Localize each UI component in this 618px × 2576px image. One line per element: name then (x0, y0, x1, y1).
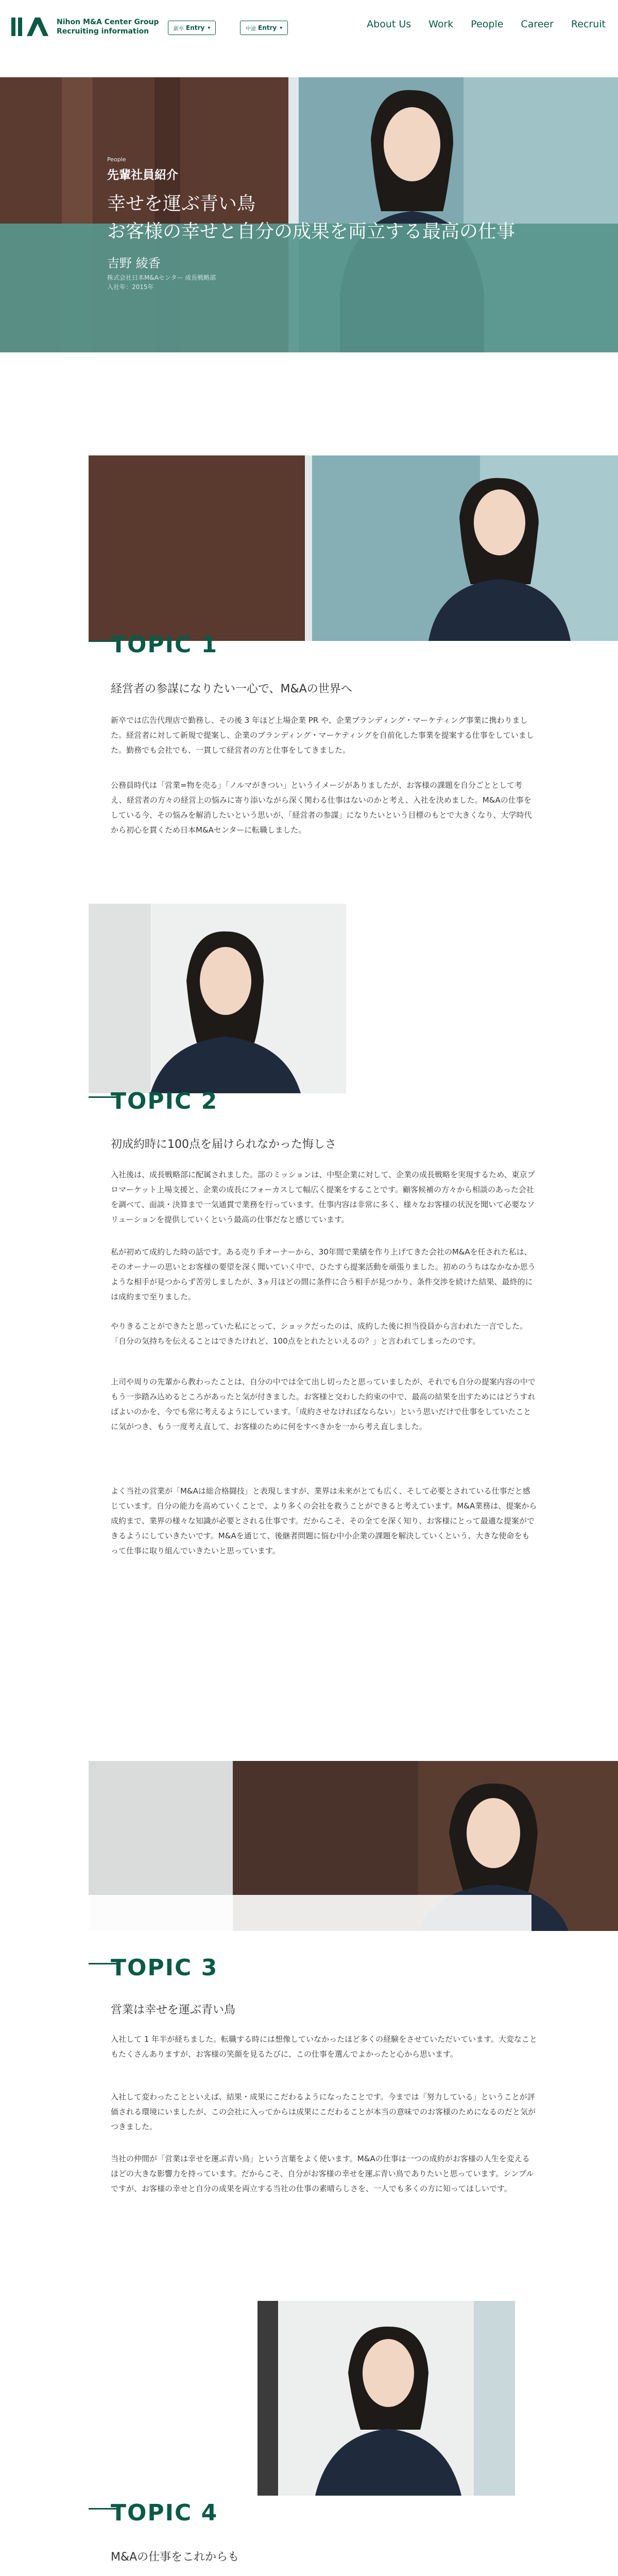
nav-about-us[interactable]: About Us (367, 19, 411, 30)
entry-new-small: 新卒 (174, 26, 184, 32)
page-title-line2: お客様の幸せと自分の成果を両立する最高の仕事 (107, 221, 516, 242)
topic3-sub: 営業は幸せを運ぶ青い鳥 (111, 2004, 236, 2016)
topic2-para4: 上司や周りの先輩から教わったことは、自分の中では全て出し切ったと思っていましたが、それでも自分の提案内容の中でもう一歩踏み込めるところがあったと気が付きました。お客様と交わした約束の中で、最高の結果を出すためにはどうすればよいのかを、今でも常に考えるようにしています。「成約させなければならない」という思いだけで仕事をしていたことに気がつき、もう一度考え直して、お客様のために何をすべきかを一から考え直しました。 (111, 1377, 536, 1431)
topic2-sub: 初成約時に100点を届けられなかった悔しさ (111, 1138, 336, 1151)
logo-text-line2: Recruiting information (57, 27, 149, 36)
nav-work[interactable]: Work (428, 19, 454, 30)
topic3-para1: 入社して 1 年半が経ちました。転職する時には想像していなかったほど多くの経験をさせていただいています。大変なこともたくさんありますが、お客様の笑顔を見るたびに、この仕事を選んでよかったと心から思います。 (111, 2035, 537, 2059)
hero-kicker: People (107, 156, 126, 163)
global-nav (349, 19, 606, 30)
site-header (0, 0, 618, 54)
topic1-para1: 新卒では広告代理店で勤務し、その後 3 年ほど上場企業 PR や、企業ブランディング・マーケティング事業に携わりました。経営者に対して新規で提案し、企業のブランディング・マーケティングを自前化した事業を提案する仕事をしていました。勤務でも会社でも、一貫して経営者の方と仕事をしてきました。 (111, 716, 534, 755)
employee-name: 吉野 綾香 (107, 256, 161, 270)
entry-mid-career-button[interactable] (240, 21, 288, 35)
logo-text-line1: Nihon M&A Center Group (57, 18, 159, 26)
topic3-label: TOPIC 3 (111, 1955, 218, 1981)
topic1-photo (89, 455, 618, 641)
employee-join-year: 入社年：2015年 (107, 283, 154, 291)
topic1-label: TOPIC 1 (111, 632, 218, 658)
nav-career[interactable]: Career (521, 19, 554, 30)
employee-org: 株式会社日本M&Aセンター 成長戦略部 (107, 274, 216, 281)
entry-mid-small: 中途 (246, 26, 256, 32)
topic2-para3: やりきることができたと思っていた私にとって、ショックだったのは、成約した後に担当役員から言われた一言でした。「自分の気持ちを伝えることはできたけれど、100点をとれたといえるの？」と言われてしまったのです。 (111, 1321, 528, 1346)
topic1-sub: 経営者の参謀になりたい一心で、M&Aの世界へ (111, 683, 352, 696)
page-title (107, 190, 515, 246)
topic4-photo (258, 2301, 515, 2496)
topic2-para1: 入社後は、成長戦略部に配属されました。部のミッションは、中堅企業に対して、企業の成長戦略を実現するため、東京プロマーケット上場支援と、企業の成長にフォーカスして幅広く提案をすることです。顧客候補の方々から相談のあった会社を調べて、面談・決算まで一気通貫で業務を行っています。仕事内容は非常に多く、様々なお客様の状況を聞いて必要なソリューションを提供していくという最高の仕事だなと感じています。 (111, 1170, 535, 1224)
chevron-down-icon: ▾ (208, 25, 211, 31)
hero-category: 先輩社員紹介 (107, 168, 178, 182)
topic2-para2: 私が初めて成約した時の話です。ある売り手オーナーから、30年間で業績を作り上げてきた会社のM&Aを任された私は、そのオーナーの思いとお客様の要望を深く聞いていく中で、ひたすら提案活動を頑張りました。初めのうちはなかなか思うような相手が見つからず苦労しましたが、3ヵ月ほどの間に条件に合う相手が見つかり、条件交渉を続けた結果、最終的には成約まで至りました。 (111, 1247, 536, 1301)
topic2-photo (89, 904, 346, 1093)
topic2-para5: よく当社の営業が「M&Aは総合格闘技」と表現しますが、業界は未来がとても広く、そして必要とされている仕事だと感じています。自分の能力を高めていくことで、より多くの会社を救うことができると考えています。M&A業務は、提案から成約まで、業界の様々な知識が必要とされる仕事です。だからこそ、その全てを深く知り、お客様にとって最適な提案ができるようにしていきたいです。M&Aを通じて、後継者問題に悩む中小企業の課題を解決していくという、大きな使命をもって仕事に取り組んでいきたいと思っています。 (111, 1486, 537, 1555)
logo-text (57, 18, 159, 36)
topic1-para2: 公務員時代は「営業=物を売る」「ノルマがきつい」というイメージがありましたが、お客様の課題を自分ごととして考え、経営者の方々の経営上の悩みに寄り添いながら深く関わる仕事はないのかと考え、入社を決めました。M&Aの仕事をしている今、その悩みを解消したいという思いが、「経営者の参謀」になりたいという目標のもとで大きくなり、大学時代から初心を貫くため日本M&Aセンターに転職しました。 (111, 781, 532, 835)
entry-new-graduate-button[interactable] (168, 21, 216, 35)
topic3-photo (89, 1761, 618, 1931)
site-logo[interactable] (11, 16, 159, 37)
entry-new-label: Entry (186, 24, 205, 31)
nav-people[interactable]: People (471, 19, 504, 30)
page-title-line1: 幸せを運ぶ青い鳥 (107, 193, 256, 214)
topic4-sub: M&Aの仕事をこれからも (111, 2551, 239, 2564)
topic2-label: TOPIC 2 (111, 1088, 218, 1114)
topic4-label: TOPIC 4 (111, 2500, 218, 2526)
topic3-para3: 当社の仲間が「営業は幸せを運ぶ青い鳥」という言葉をよく使います。M&Aの仕事は一つの成約がお客様の人生を変えるほどの大きな影響力を持っています。だからこそ、自分がお客様の幸せを運ぶ青い鳥でありたいと思っています。シンプルですが、お客様の幸せと自分の成果を両立する当社の仕事の素晴らしさを、一人でも多くの方に知ってほしいです。 (111, 2154, 534, 2193)
nav-recruit[interactable]: Recruit (571, 19, 606, 30)
chevron-down-icon: ▾ (280, 25, 283, 31)
logo-mark-icon (11, 16, 50, 37)
topic3-para2: 入社して変わったことといえば、結果・成果にこだわるようになったことです。今までは「努力している」ということが評価される環境にいましたが、この会社に入ってからは成果にこだわることが本当の意味でのお客様のためになるのだと気がつきました。 (111, 2092, 536, 2131)
entry-mid-label: Entry (258, 24, 277, 31)
